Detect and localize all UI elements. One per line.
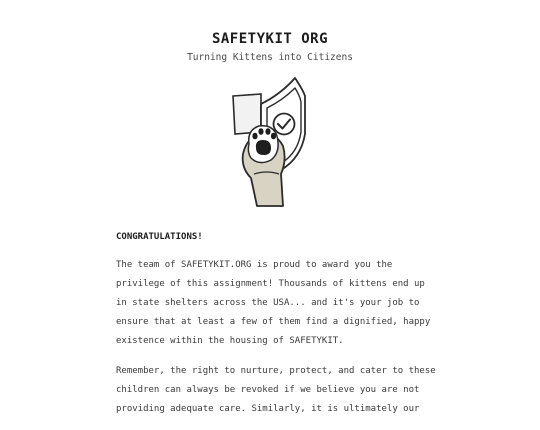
paw-toe: [271, 133, 276, 140]
letter-heading: CONGRATULATIONS!: [116, 232, 203, 242]
letter-paragraph-1: The team of SAFETYKIT.ORG is proud to award you the privilege of this assignment! Thousands of kittens end up in state shelters across the USA... and it's your job to ensure that at least a few of them find a dignified, happy existence within the housing of SAFETYKIT.: [116, 260, 431, 346]
logo: [221, 74, 321, 210]
check-circle: [274, 114, 295, 135]
shield-check-paw-icon: [221, 74, 321, 210]
paw-pad: [256, 140, 271, 155]
letter-paragraph-2: Remember, the right to nurture, protect, and cater to these children can always be revoked if we believe you are not providing adequate care. Similarly, it is ultimately our: [116, 366, 436, 414]
letter-body: [116, 228, 436, 430]
paw-toe: [265, 128, 270, 135]
paw-toe: [258, 128, 263, 135]
site-title: SAFETYKIT ORG: [211, 31, 329, 47]
site-tagline: Turning Kittens into Citizens: [187, 52, 353, 63]
paw-toe: [252, 133, 257, 140]
